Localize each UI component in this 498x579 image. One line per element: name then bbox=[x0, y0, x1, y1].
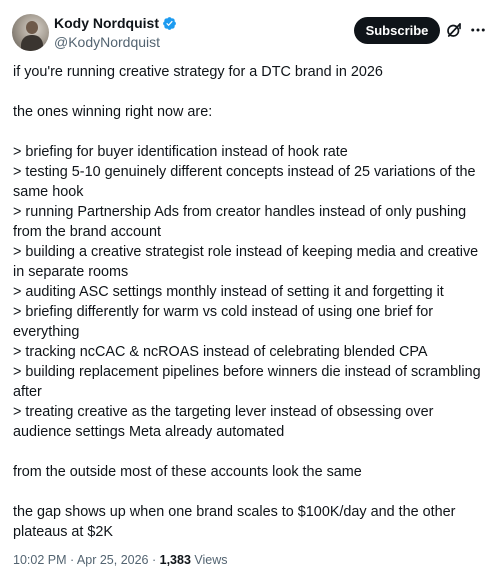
views-count[interactable]: 1,383 bbox=[159, 553, 191, 567]
paragraph-gap bbox=[13, 122, 489, 142]
paragraph-gap bbox=[13, 442, 489, 462]
tweet-outro-1: from the outside most of these accounts look the same bbox=[13, 464, 362, 480]
list-item: > auditing ASC settings monthly instead of setting it and forgetting it bbox=[13, 284, 444, 300]
list-item: > treating creative as the targeting lever instead of obsessing over audience settings Meta already automated bbox=[13, 404, 438, 440]
tweet-text bbox=[13, 62, 489, 542]
views-label: Views bbox=[190, 553, 228, 567]
subscribe-button[interactable]: Subscribe bbox=[354, 17, 440, 44]
tweet-outro-2: the gap shows up when one brand scales to $100K/day and the other plateaus at $2K bbox=[13, 504, 460, 540]
avatar-head bbox=[26, 21, 38, 34]
list-item: > building replacement pipelines before winners die instead of scrambling after bbox=[13, 364, 485, 400]
display-name[interactable]: Kody Nordquist bbox=[54, 15, 159, 31]
list-item: > briefing for buyer identification instead of hook rate bbox=[13, 144, 348, 160]
author-names bbox=[54, 14, 177, 50]
list-item: > briefing differently for warm vs cold instead of using one brief for everything bbox=[13, 304, 438, 340]
avatar[interactable] bbox=[12, 14, 49, 51]
tweet-lead: the ones winning right now are: bbox=[13, 104, 213, 120]
list-item: > testing 5-10 genuinely different concepts instead of 25 variations of the same hook bbox=[13, 164, 480, 200]
display-name-row bbox=[54, 14, 177, 32]
paragraph-gap bbox=[13, 82, 489, 102]
list-item: > running Partnership Ads from creator handles instead of only pushing from the brand account bbox=[13, 204, 471, 240]
handle[interactable]: @KodyNordquist bbox=[54, 34, 161, 50]
paragraph-gap bbox=[13, 482, 489, 502]
timestamp[interactable]: 10:02 PM · Apr 25, 2026 · bbox=[13, 553, 160, 567]
tweet-intro: if you're running creative strategy for a DTC brand in 2026 bbox=[13, 64, 383, 80]
list-item: > tracking ncCAC & ncROAS instead of celebrating blended CPA bbox=[13, 344, 428, 360]
tweet-meta bbox=[13, 553, 228, 567]
more-options-icon[interactable] bbox=[469, 21, 487, 39]
avatar-torso bbox=[21, 35, 43, 51]
tweet-header bbox=[12, 13, 486, 53]
list-item: > building a creative strategist role instead of keeping media and creative in separate rooms bbox=[13, 244, 483, 280]
grok-icon[interactable] bbox=[445, 21, 463, 39]
verified-badge-icon bbox=[162, 16, 177, 31]
